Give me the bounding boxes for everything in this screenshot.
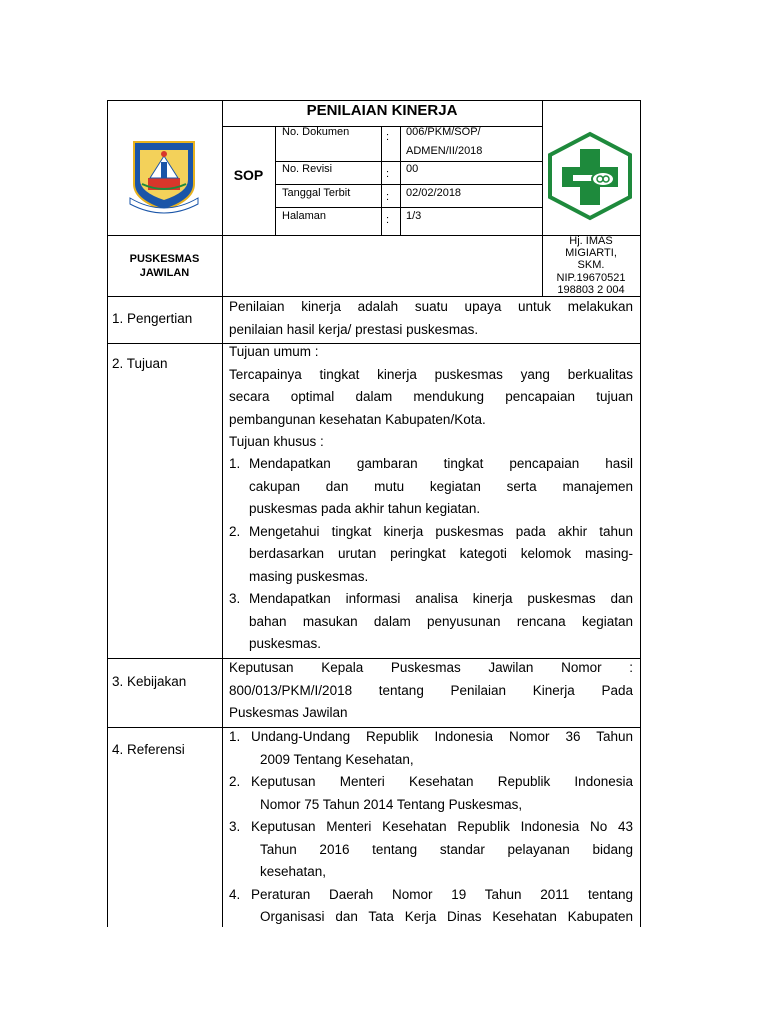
list-item: 3. Keputusan Menteri Kesehatan Republik Indonesia No 43 Tahun 2016 tentang standar pelayanan bidang kesehatan, [229, 819, 633, 879]
halaman-label: Halaman [282, 210, 327, 222]
tanggal-terbit-label: Tanggal Terbit [282, 187, 351, 199]
halaman-colon: : [386, 214, 390, 226]
list-item: 3. Mendapatkan informasi analisa kinerja puskesmas dan bahan masukan dalam penyusunan rencana kegiatan puskesmas. [229, 591, 633, 651]
sop-label: SOP [233, 167, 264, 183]
kebijakan-body: Keputusan Kepala Puskesmas Jawilan Nomor : 800/013/PKM/I/2018 tentang Penilaian Kinerja Pada Puskesmas Jawilan [229, 660, 633, 720]
puskesmas-cross-logo [545, 131, 635, 221]
tujuan-khusus-list [229, 453, 633, 656]
section-label-referensi: 4. Referensi [112, 742, 185, 757]
no-dokumen-colon: : [386, 131, 390, 143]
section-label-tujuan: 2. Tujuan [112, 356, 168, 371]
page-title: PENILAIAN KINERJA [306, 102, 458, 119]
regional-seal-logo [128, 140, 200, 214]
no-dokumen-label: No. Dokumen [282, 126, 350, 138]
signer-block: Hj. IMAS MIGIARTI, SKM. NIP.19670521 198803 2 004 [556, 235, 626, 296]
tujuan-body: Tujuan umum : Tercapainya tingkat kinerja puskesmas yang berkualitas secara optimal dalam mendukung pencapaian tujuan pembangunan kesehatan Kabupaten/Kota. Tujuan khusus : [229, 344, 633, 449]
tanggal-terbit-colon: : [386, 191, 390, 203]
halaman-value: 1/3 [406, 210, 422, 222]
section-label-kebijakan: 3. Kebijakan [112, 674, 187, 689]
list-item: 2. Mengetahui tingkat kinerja puskesmas pada akhir tahun berdasarkan urutan peringkat kategoti kelomok masing- masing puskesmas. [229, 523, 633, 584]
tanggal-terbit-value: 02/02/2018 [406, 187, 462, 199]
no-dokumen-value: 006/PKM/SOP/ [406, 126, 481, 138]
no-dokumen-value-2: ADMEN/II/2018 [406, 145, 483, 157]
no-revisi-value: 00 [406, 163, 419, 175]
puskesmas-name: PUSKESMAS JAWILAN [129, 253, 200, 279]
section-label-pengertian: 1. Pengertian [112, 311, 193, 326]
list-item: 2. Keputusan Menteri Kesehatan Republik Indonesia Nomor 75 Tahun 2014 Tentang Puskesmas, [229, 774, 633, 812]
list-item: 1. Undang-Undang Republik Indonesia Nomor 36 Tahun 2009 Tentang Kesehatan, [229, 729, 633, 767]
no-revisi-colon: : [386, 168, 390, 180]
list-item: 1. Mendapatkan gambaran tingkat pencapaian hasil cakupan dan mutu kegiatan serta manajemen puskesmas pada akhir tahun kegiatan. [229, 456, 633, 516]
pengertian-body: Penilaian kinerja adalah suatu upaya untuk melakukan penilaian hasil kerja/ prestasi puskesmas. [229, 299, 633, 337]
no-revisi-label: No. Revisi [282, 163, 333, 175]
list-item: 4. Peraturan Daerah Nomor 19 Tahun 2011 tentang Organisasi dan Tata Kerja Dinas Kesehatan Kabupaten [229, 886, 633, 924]
referensi-list [229, 726, 633, 929]
